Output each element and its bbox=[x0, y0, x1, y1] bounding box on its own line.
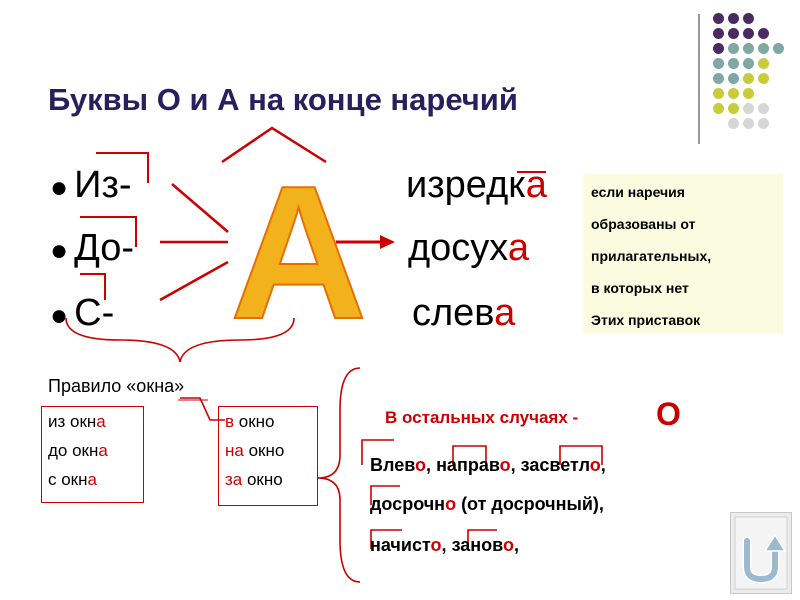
prefix-row bbox=[50, 166, 132, 207]
prefix-row bbox=[50, 294, 114, 335]
dot bbox=[758, 73, 769, 84]
dot bbox=[743, 28, 754, 39]
word-stem: засветл bbox=[520, 455, 590, 475]
separator: , bbox=[426, 455, 437, 475]
dot bbox=[728, 88, 739, 99]
dot bbox=[728, 58, 739, 69]
dot bbox=[713, 13, 724, 24]
box-line bbox=[48, 407, 137, 436]
word-stem: изредк bbox=[406, 164, 526, 206]
separator: , bbox=[510, 455, 521, 475]
dot bbox=[743, 58, 754, 69]
note-line: образованы от bbox=[591, 216, 696, 232]
o-example-line bbox=[370, 494, 604, 515]
separator: , bbox=[441, 535, 452, 555]
word-ending: а bbox=[525, 164, 547, 206]
prefix-row bbox=[50, 229, 134, 270]
separator: , bbox=[513, 535, 519, 555]
example-word bbox=[406, 166, 547, 204]
word-ending: о bbox=[445, 494, 457, 514]
preposition: за bbox=[225, 470, 243, 489]
dot bbox=[713, 103, 724, 114]
big-letter-a: А bbox=[230, 147, 368, 359]
word-ending: а bbox=[494, 292, 516, 334]
divider-line bbox=[698, 14, 700, 144]
box-line bbox=[225, 407, 311, 436]
word-note: (от досрочный), bbox=[456, 494, 604, 514]
u-turn-arrow-icon bbox=[731, 513, 791, 593]
bullet-icon: ● bbox=[50, 299, 69, 332]
dot bbox=[713, 43, 724, 54]
prefix-label: До- bbox=[74, 227, 135, 269]
dot bbox=[743, 43, 754, 54]
dot bbox=[713, 88, 724, 99]
bullet-icon: ● bbox=[50, 171, 69, 204]
phrase-ending: а bbox=[87, 470, 97, 489]
dot bbox=[773, 43, 784, 54]
right-example-box bbox=[218, 406, 318, 506]
box-line bbox=[225, 436, 311, 465]
word-ending: о bbox=[499, 455, 511, 475]
separator: , bbox=[600, 455, 606, 475]
word-stem: начист bbox=[370, 535, 431, 555]
dot bbox=[758, 118, 769, 129]
o-example-line bbox=[370, 455, 606, 476]
dot bbox=[713, 73, 724, 84]
return-button[interactable] bbox=[730, 512, 792, 594]
phrase-rest: окно bbox=[234, 412, 275, 431]
box-line bbox=[48, 465, 137, 494]
example-word bbox=[412, 294, 515, 332]
phrase-stem: с окн bbox=[48, 470, 88, 489]
dot bbox=[758, 43, 769, 54]
word-ending: а bbox=[507, 227, 530, 269]
phrase-ending: а bbox=[96, 412, 106, 431]
left-example-box bbox=[41, 406, 144, 503]
rule-label: Правило «окна» bbox=[48, 376, 185, 396]
slide-title: Буквы О и А на конце наречий bbox=[48, 82, 518, 117]
dot bbox=[728, 118, 739, 129]
dot bbox=[743, 73, 754, 84]
phrase-rest: окно bbox=[242, 470, 283, 489]
dot bbox=[758, 28, 769, 39]
connector-line bbox=[172, 184, 228, 232]
dot bbox=[728, 73, 739, 84]
bullet-icon: ● bbox=[50, 234, 69, 267]
dot bbox=[758, 103, 769, 114]
phrase-rest: окно bbox=[243, 441, 285, 460]
prefix-label: С- bbox=[74, 292, 115, 334]
dot bbox=[728, 43, 739, 54]
dot bbox=[728, 28, 739, 39]
dot bbox=[713, 28, 724, 39]
word-ending: о bbox=[430, 535, 442, 555]
example-word bbox=[408, 229, 529, 267]
word-ending: о bbox=[415, 455, 427, 475]
box-line bbox=[225, 465, 311, 494]
dot bbox=[728, 103, 739, 114]
dot bbox=[743, 103, 754, 114]
word-stem: слев bbox=[412, 292, 495, 334]
note-line: Этих приставок bbox=[591, 312, 701, 328]
box-line bbox=[48, 436, 137, 465]
word-ending: о bbox=[502, 535, 514, 555]
word-stem: досрочн bbox=[370, 494, 446, 514]
phrase-ending: а bbox=[98, 441, 108, 460]
word-stem: Влев bbox=[370, 455, 416, 475]
brace-right bbox=[318, 368, 360, 582]
connector-line bbox=[160, 262, 228, 300]
dot bbox=[713, 58, 724, 69]
otherwise-heading: В остальных случаях - bbox=[385, 408, 579, 427]
word-stem: занов bbox=[451, 535, 503, 555]
dot bbox=[758, 58, 769, 69]
note-line: прилагательных, bbox=[591, 248, 712, 264]
dot bbox=[743, 88, 754, 99]
word-stem: досух bbox=[408, 227, 508, 269]
big-letter-o: О bbox=[656, 396, 681, 432]
phrase-stem: до окн bbox=[48, 441, 99, 460]
arrow-head bbox=[380, 235, 395, 249]
note-line: в которых нет bbox=[591, 280, 689, 296]
dot bbox=[743, 13, 754, 24]
o-example-line bbox=[370, 535, 519, 556]
dot bbox=[728, 13, 739, 24]
preposition: на bbox=[225, 441, 244, 460]
note-line: если наречия bbox=[591, 184, 685, 200]
preposition: в bbox=[225, 412, 235, 431]
word-stem: направ bbox=[436, 455, 500, 475]
prefix-label: Из- bbox=[74, 164, 132, 206]
note-box bbox=[583, 174, 783, 334]
phrase-stem: из окн bbox=[48, 412, 97, 431]
word-ending: о bbox=[589, 455, 601, 475]
dot bbox=[743, 118, 754, 129]
